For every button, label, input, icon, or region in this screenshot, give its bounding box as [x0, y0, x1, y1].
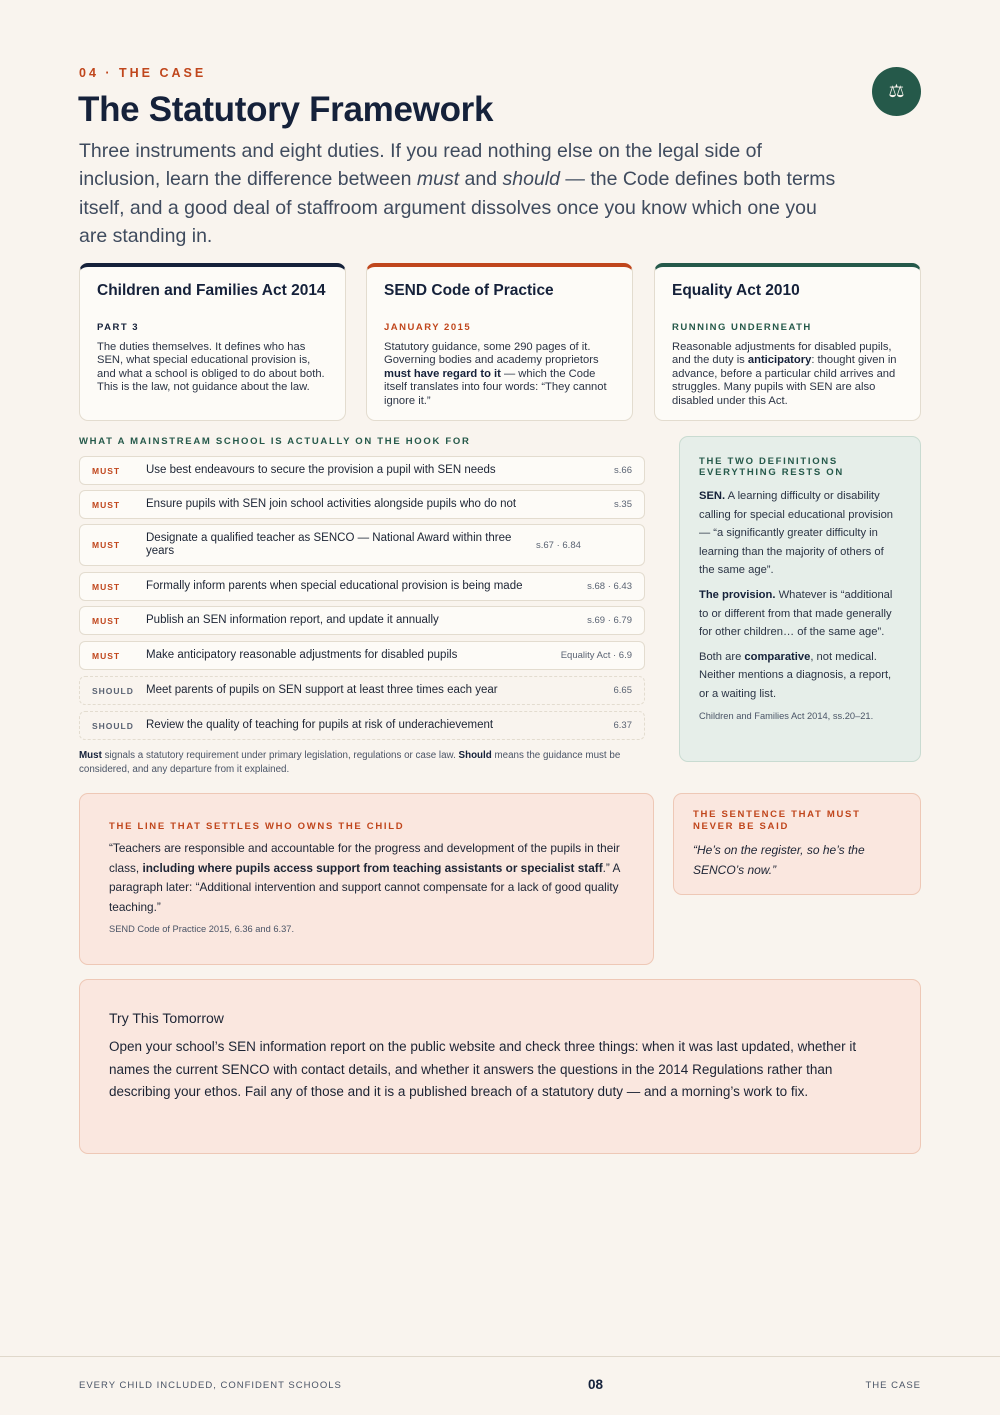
definition-provision — [699, 586, 901, 642]
quote-text-part: .” A paragraph later: “Additional intervention and support cannot compensate for a lack of good quality teaching.” — [109, 860, 620, 914]
duty-tag: MUST — [92, 650, 121, 661]
never-kicker: THE SENTENCE THAT MUST NEVER BE SAID — [693, 809, 861, 832]
duty-text: Ensure pupils with SEN join school activities alongside pupils who do not — [146, 498, 517, 510]
page-number: 08 — [588, 1377, 604, 1392]
duty-row — [79, 572, 645, 601]
quote-text-part: “Teachers are responsible and accountable for the progress and development of the pupils in their class, — [109, 841, 620, 875]
lede-text: — the Code defines both terms itself, and a good deal of staffroom argument dissolves once you know which one you are standing in. — [79, 168, 836, 248]
duty-tag: MUST — [92, 615, 121, 626]
quote-box — [79, 793, 654, 965]
duty-row — [79, 490, 645, 519]
card-title: SEND Code of Practice — [384, 282, 554, 299]
duty-tag: MUST — [92, 581, 121, 592]
duty-row — [79, 641, 645, 670]
definitions-kicker: THE TWO DEFINITIONS EVERYTHING RESTS ON — [699, 456, 844, 478]
definition-label: The provision. — [699, 588, 776, 601]
definition-text: , not medical. Neither mentions a diagnosis, a report, or a waiting list. — [699, 650, 892, 700]
lede-paragraph — [79, 137, 839, 251]
card-kicker: PART 3 — [97, 322, 140, 333]
card-body-text: Statutory guidance, some 290 pages of it. Governing bodies and academy proprietors — [384, 341, 599, 367]
card-kicker: RUNNING UNDERNEATH — [672, 322, 812, 333]
note-text: signals a statutory requirement under primary legislation, regulations or case law. — [101, 750, 459, 761]
duties-heading: WHAT A MAINSTREAM SCHOOL IS ACTUALLY ON THE HOOK FOR — [79, 436, 471, 447]
try-this-box — [79, 979, 921, 1154]
duty-ref: s.35 — [614, 499, 632, 510]
duty-text: Designate a qualified teacher as SENCO — National Award within three years — [146, 532, 512, 557]
duty-text: Make anticipatory reasonable adjustments for disabled pupils — [146, 649, 458, 661]
duty-text: Use best endeavours to secure the provision a pupil with SEN needs — [146, 464, 496, 476]
card-body-text: Reasonable adjustments for disabled pupils, and the duty is — [672, 341, 892, 367]
duty-ref: 6.37 — [613, 720, 632, 731]
footer-publication: EVERY CHILD INCLUDED, CONFIDENT SCHOOLS — [79, 1380, 342, 1391]
duty-tag: MUST — [92, 499, 121, 510]
duty-tag: SHOULD — [92, 685, 134, 696]
quote-text-bold: including where pupils access support from teaching assistants or specialist staff — [142, 860, 603, 875]
definition-comparative — [699, 648, 901, 704]
footer-section: THE CASE — [865, 1380, 921, 1391]
definitions-panel — [679, 436, 921, 762]
duty-ref: s.68 · 6.43 — [587, 581, 632, 592]
lede-must: must — [416, 168, 460, 191]
never-text: “He’s on the register, so he’s the SENCO’s now.” — [693, 843, 865, 877]
note-should: Should — [458, 750, 492, 761]
duty-text: Formally inform parents when special educational provision is being made — [146, 580, 523, 592]
footer-divider — [0, 1356, 1000, 1357]
card-kicker: JANUARY 2015 — [384, 322, 472, 333]
definition-bold: comparative — [744, 650, 811, 663]
card-equality-act — [654, 263, 921, 421]
duty-tag: MUST — [92, 540, 121, 550]
duty-row — [79, 524, 645, 566]
duty-ref: s.66 — [614, 465, 632, 476]
duty-ref: 6.65 — [613, 685, 632, 696]
card-body-text: — which the Code itself translates into four words: “They cannot ignore it.” — [384, 367, 607, 407]
card-body — [384, 341, 615, 408]
definition-label: SEN. — [699, 490, 726, 502]
section-eyebrow: 04 · THE CASE — [79, 66, 207, 80]
scales-icon: ⚖ — [872, 67, 921, 116]
lede-text: Three instruments and eight duties. If you read nothing else on the legal side of inclusion, learn the difference between — [79, 140, 762, 191]
duty-row — [79, 711, 645, 740]
duty-row — [79, 676, 645, 705]
duty-tag: MUST — [92, 465, 121, 476]
lede-text: and — [459, 168, 503, 191]
never-say-box — [673, 793, 921, 895]
definitions-source: Children and Families Act 2014, ss.20–21. — [699, 710, 874, 721]
card-body-text: : thought given in advance, before a particular child arrives and struggles. Many pupils with SEN are also disabled under this Act. — [672, 354, 897, 407]
note-text: means the guidance must be considered, and any departure from it explained. — [79, 750, 621, 776]
quote-kicker: THE LINE THAT SETTLES WHO OWNS THE CHILD — [109, 821, 405, 832]
card-body: The duties themselves. It defines who has SEN, what special educational provision is, and what a school is obliged to do about both. This is the law, not guidance about the law. — [97, 341, 325, 394]
card-title: Equality Act 2010 — [672, 282, 800, 299]
duty-ref: s.67 · 6.84 — [536, 539, 581, 551]
duty-text: Meet parents of pupils on SEN support at least three times each year — [146, 684, 498, 696]
duty-text: Review the quality of teaching for pupils at risk of underachievement — [146, 719, 494, 731]
page-title: The Statutory Framework — [78, 90, 494, 129]
duty-row — [79, 456, 645, 485]
card-send-code — [366, 263, 633, 421]
duty-ref: Equality Act · 6.9 — [560, 650, 632, 661]
card-body — [672, 341, 903, 408]
card-title: Children and Families Act 2014 — [97, 282, 326, 299]
duty-ref: s.69 · 6.79 — [587, 615, 632, 626]
card-children-families-act — [79, 263, 346, 421]
duty-tag: SHOULD — [92, 720, 134, 731]
definition-text: A learning difficulty or disability calling for special educational provision — “a significantly greater difficulty in learning than the majority of others of the same age”. — [699, 490, 894, 577]
instrument-cards — [79, 263, 921, 421]
duties-note — [79, 749, 649, 778]
duty-row — [79, 606, 645, 635]
note-must: Must — [79, 750, 102, 761]
card-body-bold: anticipatory — [747, 354, 812, 367]
definition-sen — [699, 487, 901, 580]
definition-text: Both are — [699, 650, 745, 663]
quote-text — [109, 839, 624, 917]
try-text: Open your school’s SEN information report on the public website and check three things: when it was last updated, whether it names the current SENCO with contact details, and whether it answers the questions in the 2014 Regulations rather than describing your ethos. Fail any of those and it is a published breach of a statutory duty — and a morning’s work to fix. — [109, 1039, 857, 1099]
duty-text: Publish an SEN information report, and update it annually — [146, 614, 439, 626]
quote-source: SEND Code of Practice 2015, 6.36 and 6.37. — [109, 924, 295, 934]
lede-should: should — [502, 168, 560, 191]
try-title: Try This Tomorrow — [109, 1010, 224, 1026]
card-body-bold: must have regard to it — [384, 367, 501, 380]
definition-text: Whatever is “additional to or different from that made generally for other children… of the same age”. — [699, 588, 893, 639]
